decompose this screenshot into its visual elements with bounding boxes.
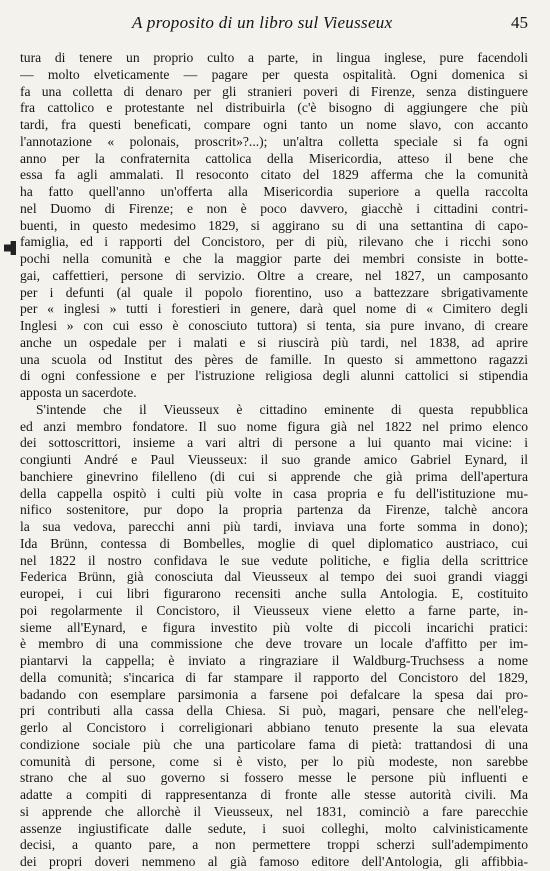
text-line: è membro di una commissione che deve trovare un locale d'affitto per im-: [20, 636, 528, 652]
text-line: dei sottoscrittori, insieme a vari altri di persone a lui quanto mai vicine: i: [20, 435, 528, 451]
text-line: banchiere ginevrino filelleno (di cui si apprende che già prima dell'apertura: [20, 468, 528, 484]
text-line: Ida Brünn, contessa di Bombelles, moglie di quel diplomatico austriaco, cui: [20, 535, 528, 551]
text-line: fra cattolico e protestante nel distribuirla (c'è bisogno di aggiungere che più: [20, 100, 528, 116]
text-line: badando con esemplare parsimonia a farsene poi defalcare la spesa dai pro-: [20, 686, 528, 702]
text-line: nel 1822 il nostro confidava le sue vedute politiche, e figlia della scrittrice: [20, 552, 528, 568]
text-line: pri contributi alla cassa della Chiesa. Si può, magari, pensare che nell'eleg-: [20, 703, 528, 719]
text-line: pochi nella comunità e che la maggior parte dei membri consiste in botte-: [20, 251, 528, 266]
body-text: [20, 50, 528, 871]
running-head: A proposito di un libro sul Vieusseux: [132, 13, 393, 32]
text-line: famiglia, ed i rapporti del Concistoro, per di più, rilevano che i ricchi sono: [20, 234, 528, 250]
text-line: gerlo al Concistoro i correligionari abbiano tenuto presente la sua elevata: [20, 720, 528, 735]
text-line: condizione sociale più che una particolare fama di pietà: trattandosi di una: [20, 736, 528, 752]
text-line: europei, i cui libri figurarono recensiti anche sulla Antologia. E, costituito: [20, 586, 528, 601]
text-line: Inglesi » con cui esso è conosciuto tuttora) si tenta, sia pure invano, di creare: [20, 318, 528, 333]
text-line: per « inglesi » tutti i forestieri in genere, darà quel nome di « Cimitero degli: [20, 301, 528, 317]
text-line: la sua vedova, parecchi anni più tardi, inviava una forte somma in dono);: [20, 519, 528, 534]
text-line: della cappella ospitò i culti più volte in casa propria e fu dell'istituzione mu-: [20, 485, 528, 501]
text-line: sieme all'Eynard, e figura investito più volte di piccoli incarichi pratici:: [20, 619, 528, 635]
text-line: assenze ingiustificate dalle sedute, i suoi colleghi, molto calvinisticamente: [20, 820, 528, 836]
text-line: — molto elveticamente — pagare per questa ospitalità. Ogni domenica si: [20, 66, 528, 82]
margin-marker-icon: [4, 241, 16, 255]
text-line: per i defunti (al quale il popolo fiorentino, uso a battezzare sbrigativamente: [20, 284, 528, 300]
page-number: 45: [511, 13, 528, 32]
text-line: piantarvi la cappella; è inviato a ringraziare il Waldburg-Truchsess a nome: [20, 653, 528, 668]
page-header: [20, 13, 528, 39]
text-line: comunità di persone, come si è visto, per lo più modeste, non sarebbe: [20, 753, 528, 769]
text-line: della comunità; s'incarica di far stampare il rapporto del Concistoro del 1829,: [20, 669, 528, 685]
text-line: di ogni confessione e per l'istruzione religiosa degli alunni cattolici si stipendia: [20, 368, 528, 384]
text-line: apposta un sacerdote.: [20, 385, 137, 400]
text-line: decisi, a quanto pare, a non permettere troppi scherzi sull'adempimento: [20, 837, 528, 853]
paragraph-first-line: S'intende che il Vieusseux è cittadino eminente di questa repubblica: [36, 401, 528, 417]
text-line: tura di tenere un proprio culto a parte, in lingua inglese, pure facendoli: [20, 50, 528, 65]
text-line: essa fa agli ammalati. Il resoconto citato del 1829 afferma che la comunità: [20, 167, 528, 183]
text-line: tardi, fra questi beneficati, compare ogni tanto un nome slavo, con accanto: [20, 117, 528, 132]
text-line: poi regolarmente il Concistoro, il Vieusseux viene eletto a farne parte, in-: [20, 602, 528, 618]
text-line: Federica Brünn, già conosciuta dal Vieusseux al tempo dei suoi grandi viaggi: [20, 569, 528, 585]
text-line: nel Duomo di Firenze; e non è poco davvero, giacchè i cittadini contri-: [20, 200, 528, 216]
text-line: congiunti André e Paul Vieusseux: il suo grande amico Gabriel Eynard, il: [20, 452, 528, 467]
text-line: anno per la confraternita cattolica della Misericordia, atteso il bene che: [20, 150, 528, 166]
text-line: ha fatto quell'anno un'offerta alla Misericordia superiore a quella raccolta: [20, 184, 528, 199]
text-line: l'annotazione « polonais, proscrit»?...); un'altra colletta speciale si fa ogni: [20, 133, 528, 149]
text-line: buenti, in questo medesimo 1829, si aggirano su di una settantina di capo-: [20, 217, 528, 233]
text-line: fa una colletta di denaro per gli stranieri poveri di Firenze, senza distinguere: [20, 83, 528, 99]
text-line: nifico sostenitore, pur dopo la propria partenza da Firenze, talchè ancora: [20, 502, 528, 518]
text-line: si apprende che allorchè il Vieusseux, nel 1831, cominciò a fare parecchie: [20, 803, 528, 819]
text-line: ed anzi membro fondatore. Il suo nome figura già nel 1822 nel primo elenco: [20, 418, 528, 434]
text-line: strano che al suo governo si fossero messe le persone più influenti e: [20, 770, 528, 786]
text-line: dei propri doveri nemmeno al già famoso editore dell'Antologia, gli affibbia-: [20, 854, 528, 869]
text-line: anche un ospedale per i malati e si riuscirà più tardi, nel 1838, ad aprire: [20, 334, 528, 350]
text-line: gai, caffettieri, persone di servizio. Oltre a creare, nel 1827, un camposanto: [20, 267, 528, 283]
text-line: una scuola od Institut des pères de famille. In questo si ammettono ragazzi: [20, 351, 528, 367]
text-line: adatte a compiti di rappresentanza di fronte alle stesse autorità civili. Ma: [20, 787, 528, 802]
